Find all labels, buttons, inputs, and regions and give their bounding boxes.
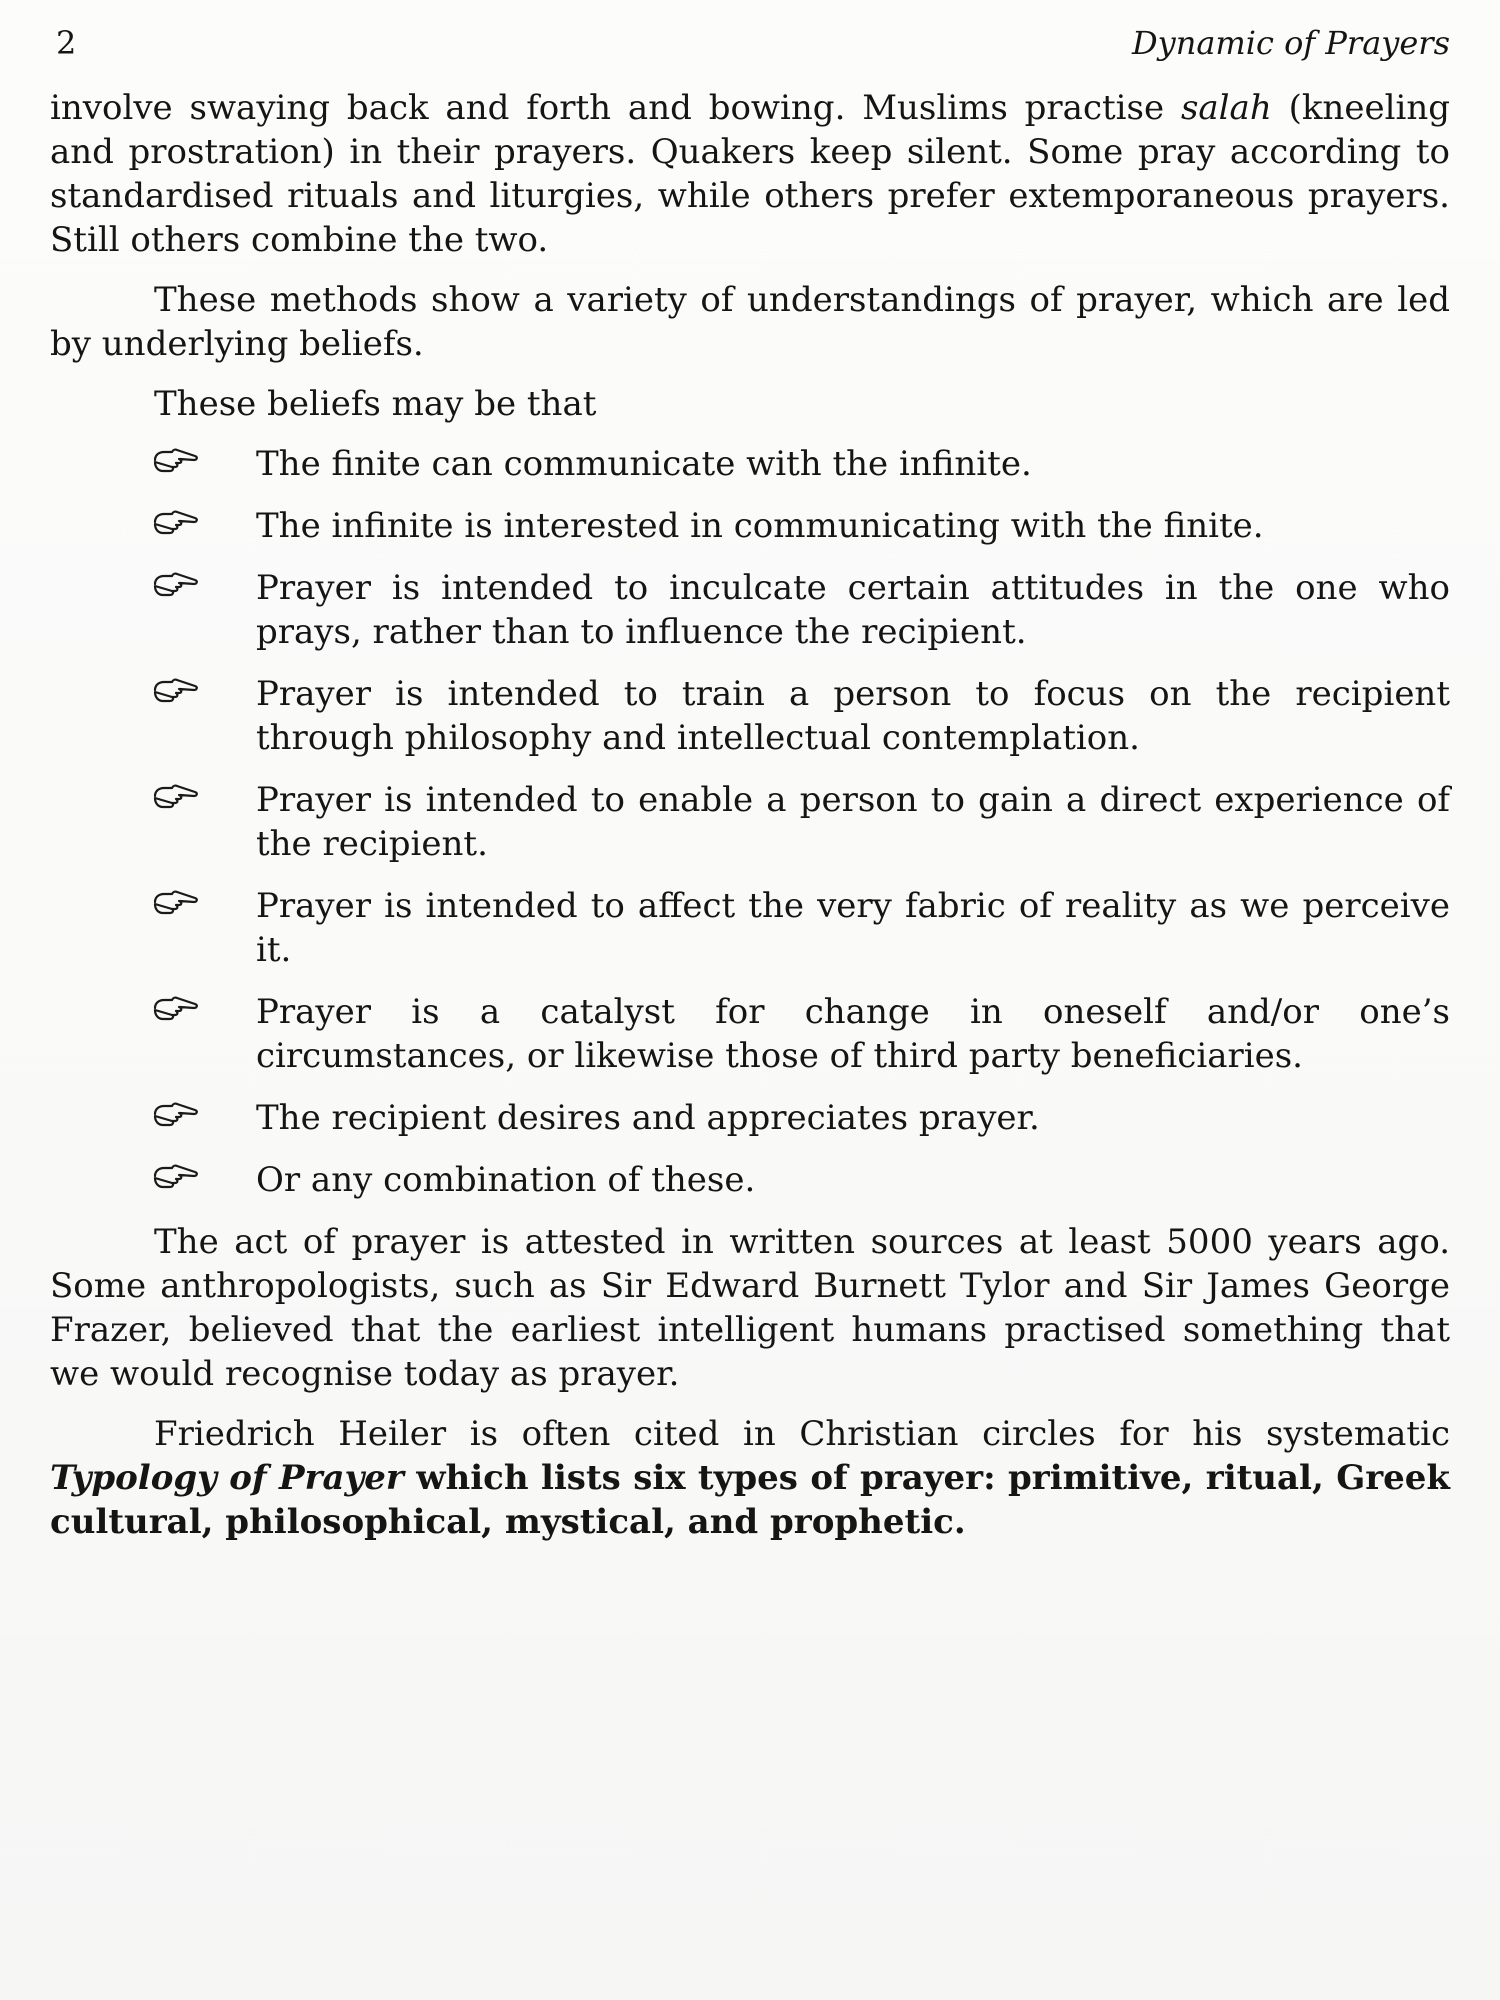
list-item (50, 1096, 1450, 1140)
paragraph-1-text-a: involve swaying back and forth and bowing. Muslims practise (50, 88, 1181, 128)
paragraph-1 (50, 86, 1450, 262)
list-item (50, 566, 1450, 654)
paragraph-2: These methods show a variety of understandings of prayer, which are led by underlying beliefs. (50, 280, 1450, 364)
belief-text: Prayer is intended to inculcate certain attitudes in the one who prays, rather than to influence the recipient. (256, 568, 1450, 652)
paragraph-5-text: Friedrich Heiler is often cited in Christian circles for his systematic (154, 1414, 1450, 1454)
running-title: Dynamic of Prayers (1131, 24, 1450, 62)
belief-text: Prayer is intended to affect the very fabric of reality as we perceive it. (256, 886, 1450, 970)
list-item (50, 504, 1450, 548)
pointing-hand-icon (152, 1098, 200, 1128)
belief-text: Or any combination of these. (256, 1160, 756, 1200)
pointing-hand-icon (152, 886, 200, 916)
list-item (50, 1158, 1450, 1202)
list-item (50, 672, 1450, 760)
paragraph-5 (50, 1412, 1450, 1544)
belief-text: Prayer is a catalyst for change in oneself and/or one’s circumstances, or likewise those of third party beneficiaries. (256, 992, 1450, 1076)
salah-term: salah (1180, 88, 1272, 128)
prayer-types: which lists six types of prayer: primitive, ritual, Greek cultural, philosophical, mystical, and prophetic. (50, 1458, 1450, 1542)
beliefs-lead-in: These beliefs may be that (154, 384, 597, 424)
list-item (50, 884, 1450, 972)
pointing-hand-icon (152, 674, 200, 704)
pointing-hand-icon (152, 1160, 200, 1190)
pointing-hand-icon (152, 992, 200, 1022)
belief-text: The recipient desires and appreciates prayer. (256, 1098, 1040, 1138)
typology-title: Typology of Prayer (50, 1458, 404, 1498)
belief-text: The infinite is interested in communicating with the finite. (256, 506, 1264, 546)
belief-text: Prayer is intended to train a person to focus on the recipient through philosophy and intellectual contemplation. (256, 674, 1450, 758)
running-head (56, 18, 1450, 68)
pointing-hand-icon (152, 568, 200, 598)
page-number: 2 (56, 24, 77, 62)
list-item (50, 442, 1450, 486)
list-item (50, 778, 1450, 866)
body-text (50, 86, 1450, 1544)
pointing-hand-icon (152, 444, 200, 474)
beliefs-list (50, 442, 1450, 1202)
belief-text: The finite can communicate with the infinite. (256, 444, 1032, 484)
pointing-hand-icon (152, 506, 200, 536)
belief-text: Prayer is intended to enable a person to gain a direct experience of the recipient. (256, 780, 1450, 864)
paragraph-1-text-b: (kneeling and prostration) in their prayers. Quakers keep silent. Some pray according to standardised rituals and liturgies, while others prefer extemporaneous prayers. Still others combine the two. (50, 88, 1450, 260)
pointing-hand-icon (152, 780, 200, 810)
paragraph-4: The act of prayer is attested in written sources at least 5000 years ago. Some anthropologists, such as Sir Edward Burnett Tylor and Sir James George Frazer, believed that the earliest intelligent humans practised something that we would recognise today as prayer. (50, 1222, 1450, 1394)
list-item (50, 990, 1450, 1078)
